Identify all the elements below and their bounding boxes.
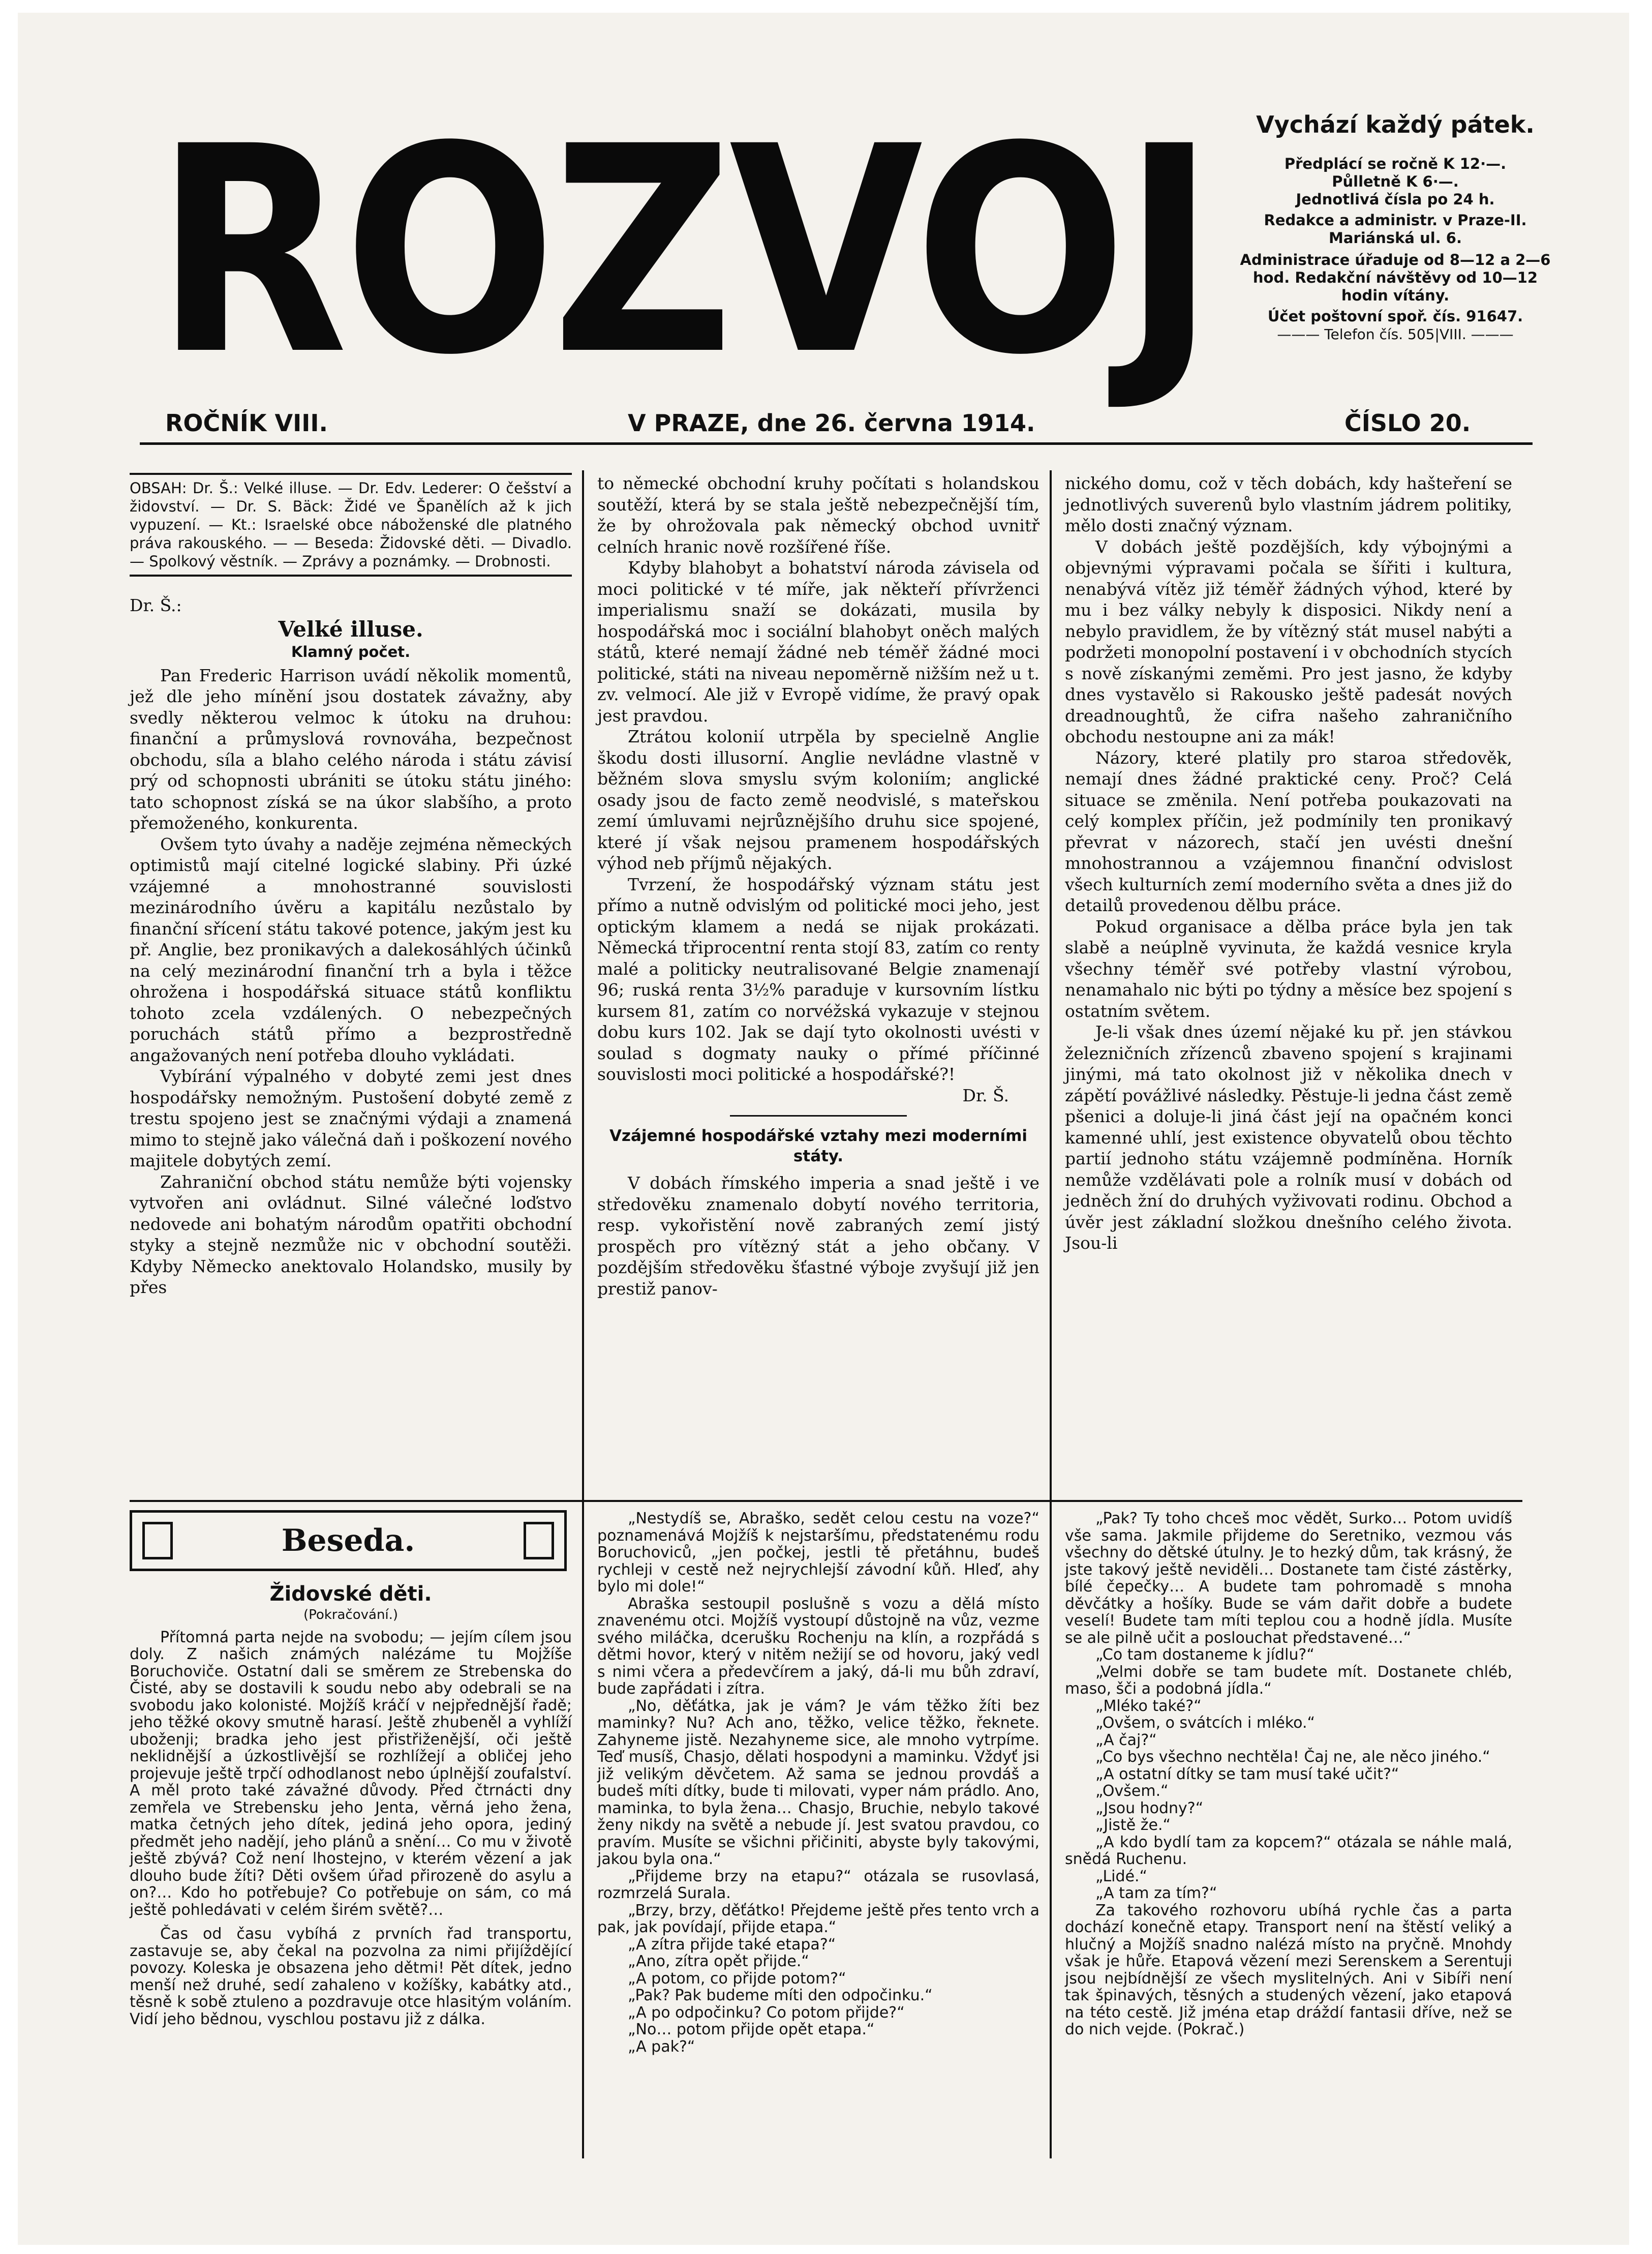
info-line: Půlletně K 6·—. <box>1332 173 1459 190</box>
paragraph: Ovšem tyto úvahy a naděje zejména německých optimistů mají citelné logické slabiny. Při úzké vzájemné a mnohostranné souvislosti mezinárodního úvěru a kapitálu nezůstalo by finanční sřícení státu takové potence, jakým jest ku př. Anglie, bez pronikavých a dalekosáhlých účinků na celý mezinárodní finanční trh a byla i těžce ohrožena i hospodářská situace států konfliktu tohoto zcela vzdálených. O nebezpečných poruchách států přímo a bezprostředně angažovaných není potřeba dlouho vykládati. <box>130 834 572 1065</box>
paragraph: „A po odpočinku? Co potom přijde?“ <box>628 2003 905 2022</box>
story-note: (Pokračování.) <box>303 1607 399 1622</box>
volume-number: ROČNÍK VIII. <box>165 409 328 437</box>
beseda-column-2 <box>597 1510 1039 2055</box>
paragraph: Čas od času vybíhá z prvních řad transportu, zastavuje se, aby čekal na pozvolna za nimi přijíždějící povozy. Koleska je obsazena jeho dětmi! Pět dítek, jedno menší než druhé, sedí zahaleno v kožíšky, kabátky atd., těsně k sobě ztuleno a pozdravuje otce hlasitým voláním. Vidí jeho bědnou, vyschlou postavu již z dálka. <box>130 1925 572 2028</box>
newspaper-page <box>18 13 1629 2245</box>
paragraph: „Velmi dobře se tam budete mít. Dostanete chléb, maso, šči a podobná jídla.“ <box>1065 1663 1512 1698</box>
column-1 <box>130 473 572 1298</box>
paragraph: „A tam za tím?“ <box>1095 1884 1217 1902</box>
contents: OBSAH: Dr. Š.: Velké illuse. — Dr. Edv. Lederer: O češství a židovství. — Dr. S. Bäck: Židé ve Španělích až k jich vypuzení. — Kt.: Israelské obce náboženské dle platného práva rakouského. — — Beseda: Židovské děti. — Divadlo. — Spolkový věstník. — Zprávy a poznámky. — Drobnosti. <box>130 479 572 570</box>
paragraph: „Ovšem.“ <box>1095 1782 1169 1800</box>
paragraph: Názory, které platily pro staroa středověk, nemají dnes žádné praktické ceny. Proč? Celá situace se změnila. Není potřeba poukazovati na celý komplex příčin, jež podmínily ten pronikavý převrat v názorech, stačí jen uvésti dnešní mnohostrannou a vzájemnou finanční odvislost všech kulturních zemí moderního světa a dnes již do detailů provedenou dělbu práce. <box>1065 747 1512 915</box>
paragraph: „Ano, zítra opět přijde.“ <box>628 1952 809 1970</box>
column-divider <box>582 470 584 2158</box>
paragraph: Tvrzení, že hospodářský význam státu jest přímo a nutně odvislým od politické moci jeho, jest optickým klamem a nedá se nijak prokázati. Německá třiprocentní renta stojí 83, zatím co renty malé a politicky neutralisované Belgie znamenají 96; ruská renta 3½% paraduje v kursovním lístku kursem 81, zatím co norvéžská vykazuje v stejnou dobu kurs 102. Jak se dají tyto okolnosti uvésti v soulad s dogmaty nauky o přímé příčinné souvislosti moci politické a hospodářské?! <box>597 874 1039 1084</box>
paragraph: „A kdo bydlí tam za kopcem?“ otázala se náhle malá, snědá Ruchenu. <box>1065 1833 1512 1868</box>
story-title: Židovské děti. <box>269 1582 432 1606</box>
paragraph: Pokud organisace a dělba práce byla jen tak slabě a neúplně vyvinuta, že každá vesnice kryla všechny téměř své potřeby vlastní výrobou, nenamahalo nic býti po týdny a měsíce bez spojení s ostatním světem. <box>1065 916 1512 1021</box>
paragraph: „Jsou hodny?“ <box>1095 1799 1204 1817</box>
paragraph: „Lidé.“ <box>1095 1867 1148 1885</box>
paragraph: „A zítra přijde také etapa?“ <box>628 1935 836 1954</box>
signature: Dr. Š. <box>962 1085 1009 1105</box>
paragraph: Ztrátou kolonií utrpěla by specielně Anglie škodu dosti illusorní. Anglie nevládne vlastně v běžném slova smyslu svým koloniím; anglické osady jsou de facto země neodvislé, s mateřskou zemí úmluvami nejrůznějšího druhu sice spojené, které jí však nejsou pramenem hospodářských výhod neb příjmů nějakých. <box>597 727 1039 873</box>
paragraph: „Brzy, brzy, děťátko! Přejdeme ještě přes tento vrch a pak, jak povídají, přijde etapa.“ <box>597 1901 1039 1936</box>
paragraph: „Mléko také?“ <box>1095 1697 1202 1715</box>
paragraph: nického domu, což v těch dobách, kdy hašteření se jednotlivých suverenů bylo vlastním jádrem politiky, mělo dosti značný význam. <box>1065 473 1512 535</box>
paragraph: Kdyby blahobyt a bohatství národa závisela od moci politické v té míře, jak někteří přívrženci imperialismu snaží se dokázati, musila by hospodářská moc i sociální blahobyt oněch malých států, které nemají žádné neb téměř žádné moci politické, státi na niveau nepoměrně nižším než u t. zv. velmocí. Ale již v Evropě vidíme, že pravý opak jest pravdou. <box>597 558 1039 726</box>
article-title: Velké illuse. <box>278 616 423 642</box>
paragraph: Přítomná parta nejde na svobodu; — jejím cílem jsou doly. Z našich známých nalézáme tu Mojžíše Boruchoviče. Ostatní dali se směrem ze Strebenska do Čisté, aby se dostavili k soudu nebo aby odebrali se na svobodu jako kolonisté. Mojžíš kráčí v nejpřednější řadě; jeho těžké okovy smutně harasí. Ještě zhubeněl a vyhlíží uboženji; bradka jeho jest přistřiženější, oči ještě neklidnější a úzkostlivější se rozhlížejí a obličej jeho projevuje ještě trpčí odhodlanost nebo úplnější zoufalství. A měl proto také závažné důvody. Před čtrnácti dny zemřela ve Strebensku jeho Jenta, věrná jeho žena, matka četných jeho dítek, jediná jeho opora, jediný předmět jeho nadějí, jeho plánů a snění… Co mu v životě ještě zbývá? Což není lhostejno, v kterém vězení a jak dlouho bude žíti? Děti ovšem úřad přirozeně do asylu a on?… Kdo ho potřebuje? Co potřebuje on sám, co má ještě pohledávati v celém širém světě?… <box>130 1628 572 1919</box>
paragraph: „Jistě že.“ <box>1095 1816 1171 1834</box>
contents-rule-bottom <box>130 575 572 577</box>
paragraph: „No, děťátka, jak je vám? Je vám těžko žíti bez maminky? Nu? Ach ano, těžko, velice těžko, řeknete. Zahyneme jistě. Nezahyneme sice, ale mnoho vytrpíme. Teď musíš, Chasjo, dělati hospodyni a maminku. Vždyť jsi již velikým děvčetem. Až sama se jednou provdáš a budeš míti dítky, bude ti milovati, vyper nám prádlo. Ano, maminka, to byla žena… Chasjo, Bruchie, nebylo takové ženy nikdy na světě a nebude jí. Jest svatou pravdou, co pravím. Musíte se všichni přičiniti, abyste byly takovými, jakou byla ona.“ <box>597 1697 1039 1868</box>
masthead-title: ROZVOJ <box>155 86 1211 417</box>
beseda-heading: Beseda. <box>281 1523 415 1558</box>
box-ornament-icon <box>524 1522 554 1559</box>
column-3 <box>1065 473 1512 1254</box>
paragraph: Pan Frederic Harrison uvádí několik momentů, jež dle jeho mínění jsou dostatek závažny, aby svedly některou velmoc k útoku na druhou: finanční a průmyslová rovnováha, bezpečnost obchodu, síla a blaho celého národa i státu závisí prý od schopnosti ubrániti se útoku státu jiného: tato schopnost získá se na úkor slabšího, a proto přemoženého, konkurenta. <box>130 665 572 833</box>
paragraph: „A čaj?“ <box>1095 1731 1157 1749</box>
info-line: Předplácí se ročně K 12·—. <box>1284 155 1507 172</box>
info-line: Administrace úřaduje od 8—12 a 2—6 hod. Redakční návštěvy od 10—12 hodin vítány. <box>1240 251 1551 304</box>
phone-number: Telefon čís. 505|VIII. <box>1324 326 1466 343</box>
paragraph: „A ostatní dítky se tam musí také učit?“ <box>1095 1765 1399 1783</box>
paragraph: „A pak?“ <box>628 2037 695 2056</box>
beseda-rule <box>130 1500 1522 1502</box>
paragraph: „Pak? Ty toho chceš moc vědět, Surko… Potom uvidíš vše sama. Jakmile přijdeme do Seretniko, vezmou vás všechny do dětské útulny. Je to hezký dům, tak krásný, že jste takový ještě neviděli… Dostanete tam čisté zástěrky, bílé čepečky… A budete tam pohromadě s mnoha děvčátky a hošíky. Bude se vám dařit dobře a budete veselí! Budete tam míti teplou cou a hodně jídla. Musíte se ale pilně učit a poslouchat představené…“ <box>1065 1510 1512 1647</box>
paragraph: „Pak? Pak budeme míti den odpočinku.“ <box>628 1987 933 2004</box>
paragraph: Vybírání výpalného v dobyté zemi jest dnes hospodářsky nemožným. Pustošení dobyté země z trestu spojeno jest se značnými výdaji a znamená mimo to stejně jako válečná daň i poškození nového majitele dobytých zemí. <box>130 1066 572 1170</box>
info-line: ——— Telefon čís. 505|VIII. ——— <box>1277 326 1514 343</box>
paragraph: Za takového rozhovoru ubíhá rychle čas a parta dochází konečně etapy. Transport není na štěstí veliký a hlučný a Mojžíš snadno nalézá místo na pryčně. Mnohdy však je hůře. Etapová vězení mezi Serenskem a Serentuji jsou nejbídnější ze všech myslitelných. Ani v Sibíři není tak špinavých, těsných a studených vězení, jako etapová na této cestě. Již jména etap dráždí fantasii dříve, než se do nich vejde. (Pokrač.) <box>1065 1901 1512 2038</box>
info-line: Vychází každý pátek. <box>1256 111 1535 138</box>
paragraph: to německé obchodní kruhy počítati s holandskou soutěží, která by se stala ještě nebezpečnější tím, že by ohrožovala pak německý obchod uvnitř celních hranic nově rozšířené říše. <box>597 473 1039 557</box>
info-line: Redakce a administr. v Praze-II. Mariánská ul. 6. <box>1264 212 1527 247</box>
section-heading: Vzájemné hospodářské vztahy mezi moderními státy. <box>609 1127 1028 1165</box>
paragraph: „No… potom přijde opět etapa.“ <box>628 2021 875 2038</box>
dateline <box>165 409 1507 440</box>
beseda-column-3 <box>1065 1510 1512 2038</box>
article-subtitle: Klamný počet. <box>291 643 411 660</box>
paragraph: V dobách římského imperia a snad ještě i ve středověku znamenalo dobytí nového territoria, resp. vykořistění nově zabraných zemí jistý prospěch pro vítězný stát a jeho občany. V pozdějším středověku šťastné výboje zvyšují již jen prestiž panov- <box>597 1173 1039 1299</box>
paragraph: „Nestydíš se, Abraško, sedět celou cestu na voze?“ poznamenává Mojžíš k nejstaršímu, předstatenému rodu Boruchoviců, „jen počkej, jestli tě přetáhnu, budeš rychleji v cestě než nejrychlejší závodní kůň. Hleď, ahy bylo mi dole!“ <box>597 1510 1039 1596</box>
place-date: V PRAZE, dne 26. června 1914. <box>628 409 1035 437</box>
info-line: Účet poštovní spoř. čís. 91647. <box>1267 308 1523 325</box>
info-line: Jednotlivá čísla po 24 h. <box>1296 191 1495 208</box>
section-rule <box>730 1115 907 1117</box>
article-author: Dr. Š.: <box>130 595 182 615</box>
paragraph: „Co bys všechno nechtěla! Čaj ne, ale něco jiného.“ <box>1095 1748 1490 1766</box>
publication-info <box>1238 107 1553 343</box>
paragraph: „A potom, co přijde potom?“ <box>628 1969 846 1988</box>
paragraph: „Přijdeme brzy na etapu?“ otázala se rusovlasá, rozmrzelá Surala. <box>597 1867 1039 1902</box>
column-divider <box>1050 470 1052 2158</box>
paragraph: „Ovšem, o svátcích i mléko.“ <box>1095 1714 1316 1732</box>
paragraph: Zahraniční obchod státu nemůže býti vojensky vytvořen ani ovládnut. Silné válečné loďstvo nedovede ani bohatým národům opatřiti obchodní styky a stejně nezmůže nic v obchodní soutěži. Kdyby Německo anektovalo Holandsko, musily by přes <box>130 1171 572 1297</box>
header-rule <box>140 442 1533 445</box>
beseda-column-1 <box>130 1581 572 2028</box>
column-2 <box>597 473 1039 1299</box>
beseda-heading-box <box>130 1510 567 1571</box>
issue-number: ČÍSLO 20. <box>1344 409 1471 437</box>
paragraph: Abraška sestoupil poslušně s vozu a dělá místo znavenému otci. Mojžíš vystoupí důstojně na vůz, vezme svého miláčka, dcerušku Rochenju na klín, a rozpřádá s dětmi hovor, který v nitěm nežijí se od hovoru, jaký vedl s nimi včera a předevčírem a jaký, dá-li mu bůh zdraví, bude zapřádati i zítra. <box>597 1595 1039 1698</box>
paragraph: Je-li však dnes území nějaké ku př. jen stávkou železničních zřízenců zbaveno spojení s krajinami jinými, má tato okolnost již v několika dnech v zápětí povážlivé následky. Pěstuje-li jedna část země pšenici a doluje-li jiná část její na opačném konci kamenné uhlí, jest existence obyvatelů obou těchto partií jednoho státu vzájemně podmíněna. Horník nemůže vzdělávati pole a rolník musí v dobách od jedněch žní do druhých vyživovati rodinu. Obchod a úvěr jest základní složkou dnešního celého života. Jsou-li <box>1065 1022 1512 1253</box>
contents-rule-top <box>130 473 572 475</box>
paragraph: „Co tam dostaneme k jídlu?“ <box>1095 1646 1314 1664</box>
paragraph: V dobách ještě pozdějších, kdy výbojnými a objevnými výpravami počala se šířiti i kultura, nenabývá vítěz již téměř žádných výhod, které by mu i bez války nebyly k disposici. Nikdy není a nebylo pravidlem, že by vítězný stát musel nabýti a podržeti monopolní postavení i v obchodních stycích s nově získanými zeměmi. Pro jest jasno, že kdyby dnes vystavělo si Rakousko ještě padesát nových dreadnoughtů, že cifra našeho zahraničního obchodu nestoupne ani za mák! <box>1065 536 1512 746</box>
